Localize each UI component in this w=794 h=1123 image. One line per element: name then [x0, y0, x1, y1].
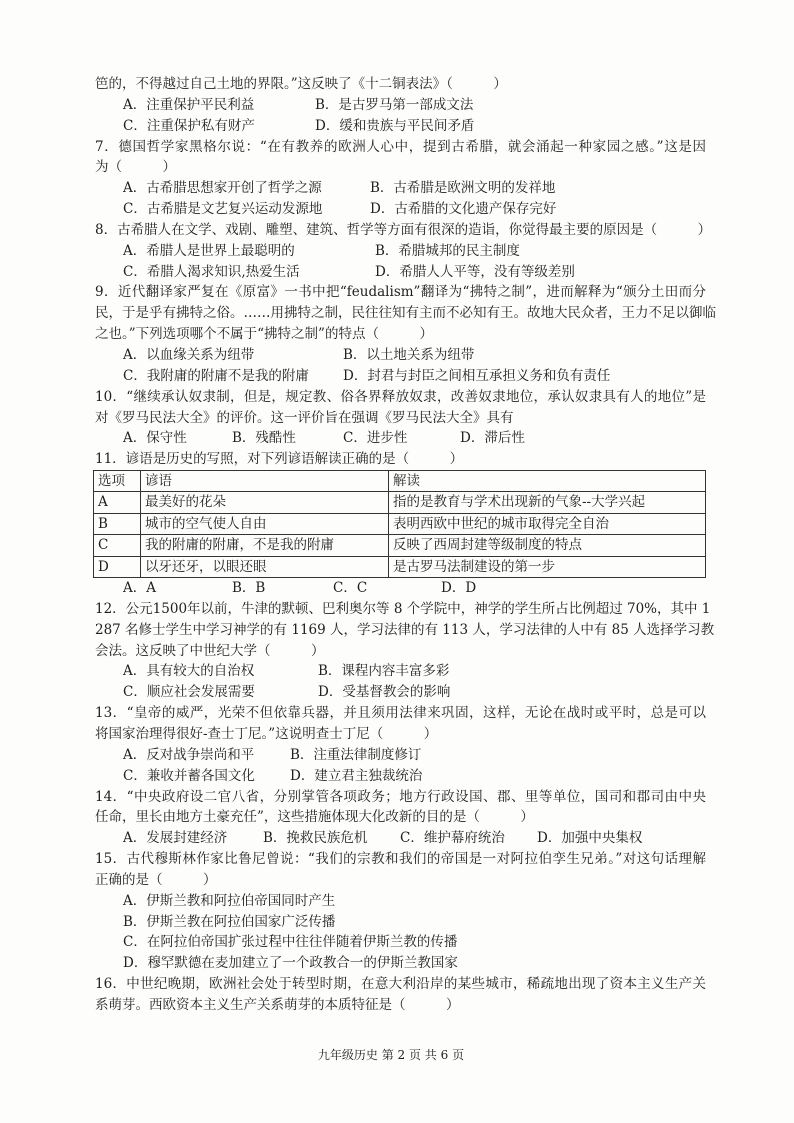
- q13-options-row: [95, 766, 706, 787]
- table-header-cell: 选项: [94, 471, 141, 492]
- q14-option-b: B．挽救民族危机: [263, 830, 368, 847]
- q12-stem-line: 12．公元1500年以前，牛津的默顿、巴利奥尔等 8 个学院中，神学的学生所占比例超过 70%，其中 1: [95, 600, 711, 617]
- q9-options-row: [95, 345, 706, 366]
- table-cell-option: D: [94, 556, 141, 577]
- q10-option-b: B．残酷性: [232, 430, 296, 447]
- q14-option-d: D．加强中央集权: [537, 830, 643, 847]
- table-cell-interpretation: 表明西欧中世纪的城市取得完全自治: [389, 513, 706, 534]
- q14-option-a: A．发展封建经济: [123, 830, 228, 847]
- table-cell-option: A: [94, 492, 141, 513]
- q15-option-d: D．穆罕默德在麦加建立了一个政教合一的伊斯兰教国家: [123, 955, 458, 972]
- table-cell-option: B: [94, 513, 141, 534]
- q11-options-row: [95, 578, 706, 599]
- q15-option-a: A．伊斯兰教和阿拉伯帝国同时产生: [123, 892, 336, 909]
- table-header-cell: 解读: [389, 471, 706, 492]
- q15-options-row: [95, 891, 706, 912]
- table-cell-proverb: 城市的空气使人自由: [141, 513, 389, 534]
- q15-options-row: [95, 912, 706, 933]
- table-cell-proverb: 我的附庸的附庸，不是我的附庸: [141, 535, 389, 556]
- q8-options-row: [95, 262, 706, 283]
- table-row: [94, 513, 706, 534]
- table-cell-interpretation: 是古罗马法制建设的第一步: [389, 556, 706, 577]
- q15-stem-line: 15．古代穆斯林作家比鲁尼曾说：“我们的宗教和我们的帝国是一对阿拉伯孪生兄弟。”对这句话理解: [95, 851, 706, 868]
- page-footer: 九年级历史 第 2 页 共 6 页: [317, 1048, 465, 1062]
- q6-options-row: [95, 95, 706, 116]
- table-row: [94, 556, 706, 577]
- q11-option-d: D．D: [441, 580, 477, 597]
- q7-options-row: [95, 178, 706, 199]
- table-cell-interpretation: 指的是教育与学术出现新的气象--大学兴起: [389, 492, 706, 513]
- q14-option-c: C．维护幕府统治: [400, 830, 505, 847]
- q12-options-row: [95, 682, 706, 703]
- q12-option-b: B．课程内容丰富多彩: [318, 663, 450, 680]
- q13-stem-line: 将国家治理得很好-查士丁尼。”这说明查士丁尼（ ）: [95, 725, 438, 742]
- q16-stem-line: 16．中世纪晚期，欧洲社会处于转型时期，在意大利沿岸的某些城市，稀疏地出现了资本主义生产关: [95, 976, 706, 993]
- q11-option-a: A．A: [123, 580, 156, 597]
- table-cell-proverb: 以牙还牙，以眼还眼: [141, 556, 389, 577]
- q13-options-row: [95, 745, 706, 766]
- q8-stem-line: 8．古希腊人在文学、戏剧、雕塑、建筑、哲学等方面有很深的造诣，你觉得最主要的原因是（ ）: [95, 221, 712, 238]
- q7-option-a: A．古希腊思想家开创了哲学之源: [123, 180, 322, 197]
- q11-stem-line: 11．谚语是历史的写照，对下列谚语解读正确的是（ ）: [95, 451, 464, 468]
- q12-stem-line: 会法。这反映了中世纪大学（ ）: [95, 642, 325, 659]
- q15-stem-line: 正确的是（ ）: [95, 871, 217, 888]
- table-row: [94, 492, 706, 513]
- table-cell-interpretation: 反映了西周封建等级制度的特点: [389, 535, 706, 556]
- q15-option-b: B．伊斯兰教在阿拉伯国家广泛传播: [123, 913, 336, 930]
- q15-options-row: [95, 953, 706, 974]
- q9-option-a: A．以血缘关系为纽带: [123, 346, 255, 363]
- q8-option-c: C．希腊人渴求知识,热爱生活: [123, 263, 300, 280]
- q13-option-d: D．建立君主独裁统治: [290, 767, 423, 784]
- q7-stem-line: 7．德国哲学家黑格尔说：“在有教养的欧洲人心中，提到古希腊，就会涌起一种家园之感。”这是因: [95, 138, 706, 155]
- q14-stem-line: 任命，里长由地方土豪充任”，这些措施体现大化改新的目的是（ ）: [95, 809, 534, 826]
- q8-options-row: [95, 241, 706, 262]
- q6-option-c: C．注重保护私有财产: [123, 117, 255, 134]
- q8-option-d: D．希腊人人平等，没有等级差别: [375, 263, 575, 280]
- q10-stem-line: 10．“继续承认奴隶制，但是，规定教、俗各界释放奴隶，改善奴隶地位，承认奴隶具有人的地位”是: [95, 388, 706, 405]
- q7-options-row: [95, 199, 706, 220]
- q13-stem-line: 13．“皇帝的威严，光荣不但依靠兵器，并且须用法律来巩固，这样，无论在战时或平时，总是可以: [95, 705, 706, 722]
- q10-options-row: [95, 428, 706, 449]
- q6-option-b: B．是古罗马第一部成文法: [315, 96, 474, 113]
- q13-option-b: B．注重法律制度修订: [290, 746, 422, 763]
- q7-option-d: D．古希腊的文化遗产保存完好: [370, 201, 557, 218]
- q9-option-b: B．以土地关系为纽带: [343, 346, 475, 363]
- q9-option-d: D．封君与封臣之间相互承担义务和负有责任: [343, 367, 611, 384]
- q9-stem-line: 9．近代翻译家严复在《原富》一书中把“feudalism”翻译为“拂特之制”，进而解释为“颁分土田而分: [95, 284, 706, 301]
- q7-stem-line: 为（ ）: [95, 159, 176, 176]
- q9-stem-line: 民，于是乎有拂特之俗。……用拂特之制，民往往知有主而不必知有王。故地大民众者，王力不足以御临: [95, 305, 716, 322]
- table-header-row: [94, 471, 706, 492]
- table-cell-proverb: 最美好的花朵: [141, 492, 389, 513]
- table-row: [94, 535, 706, 556]
- q12-option-d: D．受基督教会的影响: [318, 684, 451, 701]
- q6-options-row: [95, 116, 706, 137]
- q7-option-c: C．古希腊是文艺复兴运动发源地: [123, 201, 323, 218]
- q15-options-row: [95, 932, 706, 953]
- q10-option-d: D．滞后性: [460, 430, 525, 447]
- table-cell-option: C: [94, 535, 141, 556]
- q11-option-c: C．C: [333, 580, 368, 597]
- q12-stem-line: 287 名修士学生中学习神学的有 1169 人，学习法律的有 113 人，学习法律的人中有 85 人选择学习教: [95, 621, 715, 638]
- q12-option-c: C．顺应社会发展需要: [123, 684, 255, 701]
- q13-option-a: A．反对战争崇尚和平: [123, 746, 255, 763]
- q11-option-b: B．B: [232, 580, 266, 597]
- q6-stem-line: 笆的，不得越过自己土地的界限。”这反映了《十二铜表法》（ ）: [95, 76, 507, 92]
- q10-stem-line: 对《罗马民法大全》的评价。这一评价旨在强调《罗马民法大全》具有: [95, 409, 514, 426]
- exam-page-content: [95, 74, 716, 1016]
- q10-option-a: A．保守性: [123, 430, 187, 447]
- q13-option-c: C．兼收并蓄各国文化: [123, 767, 255, 784]
- q9-stem-line: 之也。”下列选项哪个不属于“拂特之制”的特点（ ）: [95, 326, 433, 343]
- q14-stem-line: 14．“中央政府设二官八省，分别掌管各项政务；地方行政设国、郡、里等单位，国司和郡司由中央: [95, 788, 706, 805]
- proverb-table: [93, 470, 706, 578]
- q16-stem-line: 系萌芽。西欧资本主义生产关系萌芽的本质特征是（ ）: [95, 996, 460, 1013]
- q10-option-c: C．进步性: [343, 430, 408, 447]
- q8-option-a: A．希腊人是世界上最聪明的: [123, 242, 295, 259]
- q8-option-b: B．希腊城邦的民主制度: [375, 242, 520, 259]
- q6-option-d: D．缓和贵族与平民间矛盾: [315, 117, 475, 134]
- q6-option-a: A．注重保护平民利益: [123, 96, 255, 113]
- q15-option-c: C．在阿拉伯帝国扩张过程中往往伴随着伊斯兰教的传播: [123, 934, 458, 951]
- q14-options-row: [95, 828, 706, 849]
- q9-option-c: C．我附庸的附庸不是我的附庸: [123, 367, 309, 384]
- q12-options-row: [95, 661, 706, 682]
- q7-option-b: B．古希腊是欧洲文明的发祥地: [370, 180, 556, 197]
- q12-option-a: A．具有较大的自治权: [123, 663, 255, 680]
- table-header-cell: 谚语: [141, 471, 389, 492]
- q9-options-row: [95, 366, 706, 387]
